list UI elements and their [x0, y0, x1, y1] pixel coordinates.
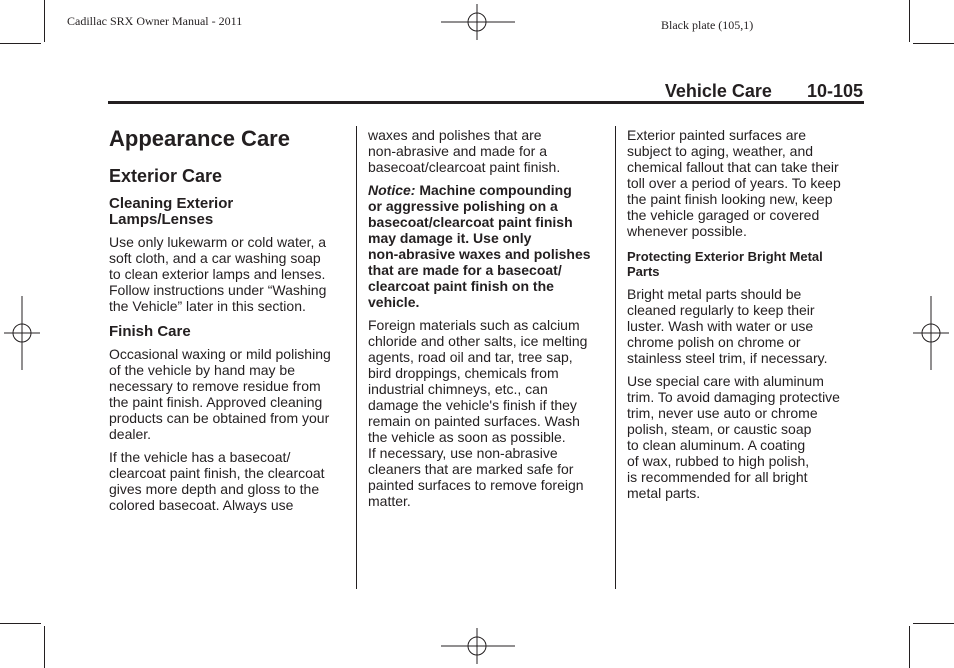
column-1 — [109, 126, 349, 520]
section-heading: Exterior Care — [109, 166, 223, 186]
column-2 — [368, 127, 608, 516]
subsection-heading: Cleaning Exterior Lamps/Lenses — [109, 195, 234, 228]
paragraph: Exterior painted surfaces are subject to aging, weather, and chemical fallout that can take their toll over a period of years. To keep the paint finish looking new, keep the vehicle garaged or covered whenever possible. — [627, 127, 841, 239]
print-slug-right: Black plate (105,1) — [661, 18, 754, 32]
subsection-heading: Finish Care — [109, 323, 191, 340]
registration-mark-icon — [913, 296, 949, 370]
paragraph: Use only lukewarm or cold water, a soft cloth, and a car washing soap to clean exterior lamps and lenses. Follow instructions under “Washing the Vehicle” later in this section. — [109, 234, 327, 314]
crop-mark — [44, 626, 45, 668]
header-rule — [108, 101, 864, 104]
crop-mark — [909, 626, 910, 668]
section-name: Vehicle Care — [664, 81, 772, 101]
paragraph: Occasional waxing or mild polishing of the vehicle by hand may be necessary to remove residue from the paint finish. Approved cleaning products can be obtained from your dealer. — [109, 346, 331, 442]
subsection-heading: Protecting Exterior Bright Metal Parts — [627, 249, 823, 279]
column-divider — [615, 126, 616, 589]
crop-mark — [913, 623, 954, 624]
print-slug-left: Cadillac SRX Owner Manual - 2011 — [67, 14, 243, 28]
running-header — [665, 81, 863, 102]
crop-mark — [44, 0, 45, 42]
crop-mark — [0, 623, 41, 624]
crop-mark — [913, 43, 954, 44]
notice — [368, 182, 608, 310]
paragraph: If the vehicle has a basecoat/ clearcoat paint finish, the clearcoat gives more depth and gloss to the colored basecoat. Always use — [109, 449, 325, 513]
crop-mark — [909, 0, 910, 42]
paragraph: Bright metal parts should be cleaned regularly to keep their luster. Wash with water or use chrome polish on chrome or stainless steel trim, if necessary. — [627, 286, 828, 366]
registration-mark-icon — [4, 296, 40, 370]
paragraph: Use special care with aluminum trim. To avoid damaging protective trim, never use auto or chrome polish, steam, or caustic soap to clean aluminum. A coating of wax, rubbed to high polish, is recommended for all bright metal parts. — [627, 373, 840, 501]
page-number: 10-105 — [806, 81, 863, 101]
column-3 — [627, 127, 862, 508]
registration-mark-icon — [441, 628, 515, 664]
registration-mark-icon — [441, 4, 515, 40]
paragraph: waxes and polishes that are non-abrasive and made for a basecoat/clearcoat paint finish. — [368, 127, 561, 175]
notice-text: Machine compounding or aggressive polishing on a basecoat/clearcoat paint finish may damage it. Use only non-abrasive waxes and polishes that are made for a basecoat/ clearcoat paint finish on the vehicle. — [368, 182, 591, 310]
crop-mark — [0, 43, 41, 44]
notice-label: Notice: — [368, 182, 416, 198]
column-divider — [356, 126, 357, 589]
page-title: Appearance Care — [109, 126, 290, 151]
paragraph: Foreign materials such as calcium chloride and other salts, ice melting agents, road oil and tar, tree sap, bird droppings, chemicals from industrial chimneys, etc., can damage the vehicle's finish if they remain on painted surfaces. Wash the vehicle as soon as possible. If necessary, use non-abrasive cleaners that are marked safe for painted surfaces to remove foreign matter. — [368, 317, 588, 509]
